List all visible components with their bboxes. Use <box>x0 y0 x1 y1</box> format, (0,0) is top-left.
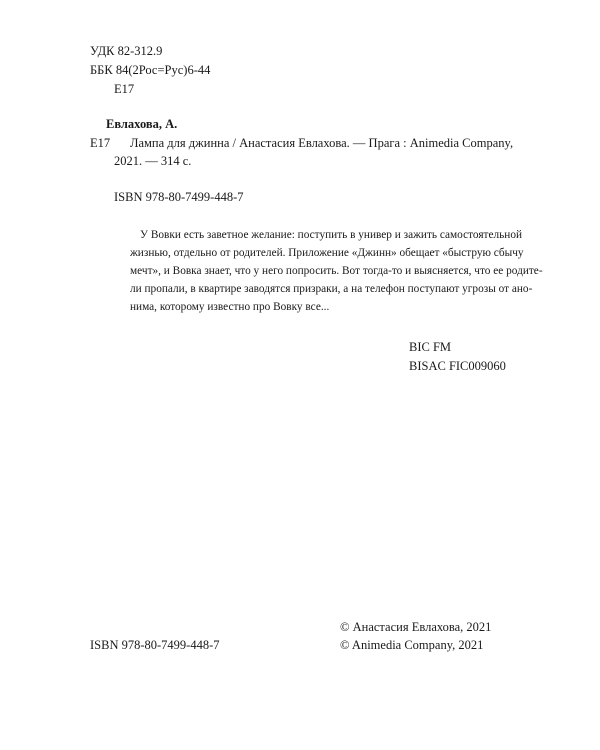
description-line-2: 2021. — 314 с. <box>114 154 192 168</box>
copyright-author: © Анастасия Евлахова, 2021 <box>340 620 492 634</box>
annotation-line: ли пропали, в квартире заводятся призраки, а на телефон поступают угрозы от ано- <box>130 283 533 295</box>
annotation-line: жизнью, отдельно от родителей. Приложение «Джинн» обещает «быструю сбычу <box>130 247 524 259</box>
description-line-1: Лампа для джинна / Анастасия Евлахова. — Прага : Animedia Company, <box>130 136 514 150</box>
copyright-publisher: © Animedia Company, 2021 <box>340 638 484 652</box>
udk-code: УДК 82-312.9 <box>90 44 163 58</box>
annotation-line: нима, которому известно про Вовку все... <box>130 301 330 313</box>
annotation-line: У Вовки есть заветное желание: поступить в универ и зажить самостоятельной <box>140 229 523 241</box>
isbn-footer: ISBN 978-80-7499-448-7 <box>90 638 220 652</box>
annotation <box>130 226 543 316</box>
bbk-code: ББК 84(2Рос=Рус)6-44 <box>90 63 211 77</box>
isbn-record: ISBN 978-80-7499-448-7 <box>114 190 244 204</box>
annotation-line: мечт», и Вовка знает, что у него попросить. Вот тогда-то и выясняется, что ее родите- <box>130 265 543 277</box>
bic-code: BIC FM <box>409 340 452 354</box>
author-mark-record: Е17 <box>90 136 111 150</box>
author-heading: Евлахова, А. <box>106 117 178 131</box>
bisac-code: BISAC FIC009060 <box>409 359 506 373</box>
author-mark-top: Е17 <box>114 82 135 96</box>
